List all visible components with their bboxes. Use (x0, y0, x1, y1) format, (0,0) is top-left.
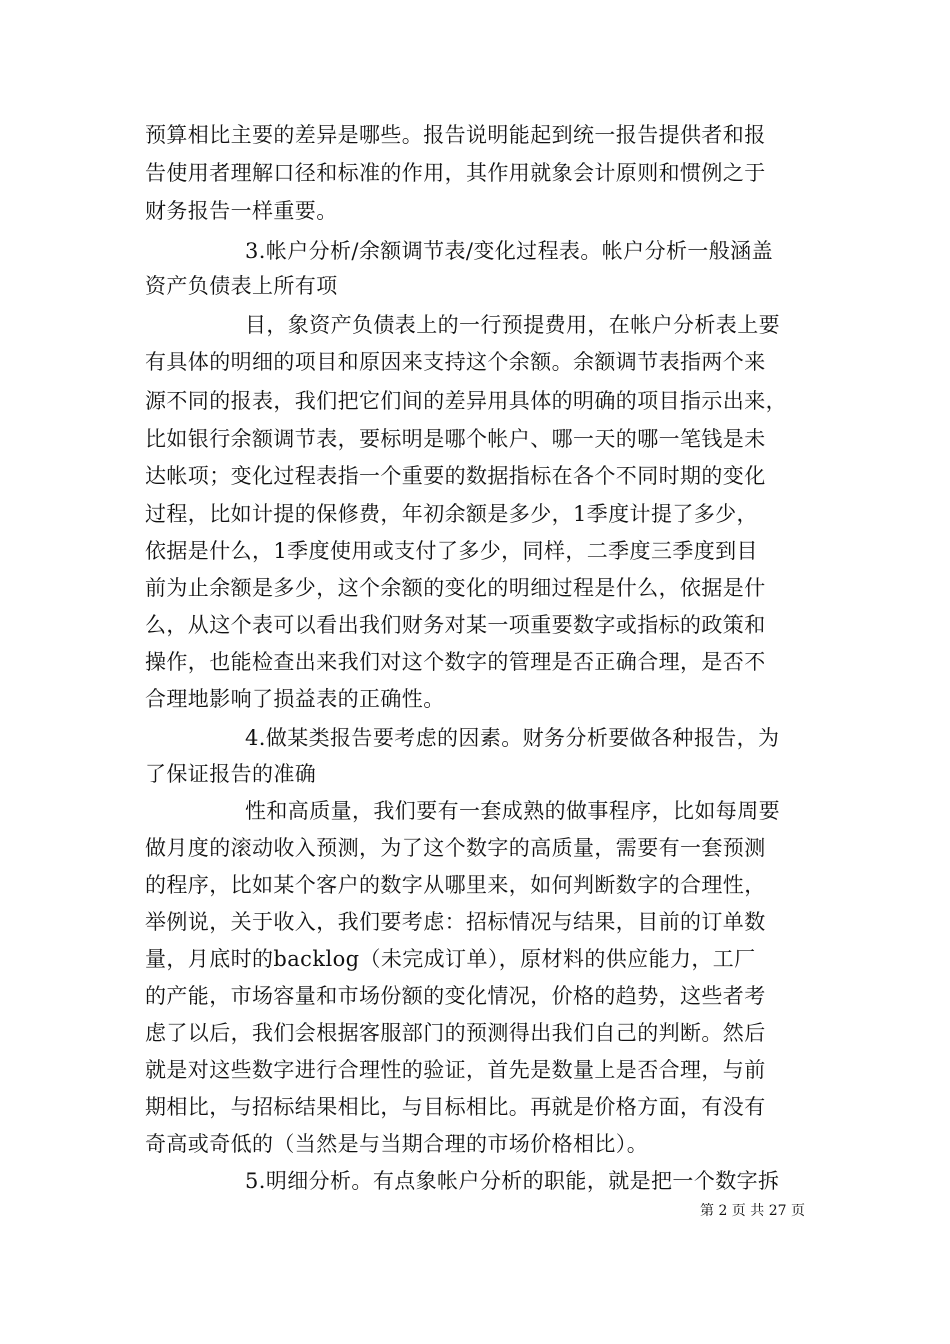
page-number-footer: 第 2 页 共 27 页 (700, 1203, 805, 1219)
text-line: 期相比，与招标结果相比，与目标相比。再就是价格方面，有没有 (145, 1095, 766, 1119)
text-line: 就是对这些数字进行合理性的验证，首先是数量上是否合理，与前 (145, 1058, 766, 1082)
text-line: 做月度的滚动收入预测，为了这个数字的高质量，需要有一套预测 (145, 836, 766, 860)
text-line: 4.做某类报告要考虑的因素。财务分析要做各种报告，为 (245, 726, 780, 750)
text-line: 财务报告一样重要。 (145, 199, 338, 223)
text-line: 了保证报告的准确 (145, 762, 317, 786)
text-line: 5.明细分析。有点象帐户分析的职能，就是把一个数字拆 (245, 1169, 780, 1193)
text-line: 合理地影响了损益表的正确性。 (145, 687, 445, 711)
text-line: 目，象资产负债表上的一行预提费用，在帐户分析表上要 (245, 313, 780, 337)
text-line: 举例说，关于收入，我们要考虑：招标情况与结果，目前的订单数 (145, 910, 766, 934)
text-line: 源不同的报表，我们把它们间的差异用具体的明确的项目指示出来， (145, 389, 787, 413)
text-line: 告使用者理解口径和标准的作用，其作用就象会计原则和惯例之于 (145, 161, 766, 185)
text-line: 资产负债表上所有项 (145, 274, 338, 298)
text-line: 前为止余额是多少，这个余额的变化的明细过程是什么，依据是什 (145, 576, 766, 600)
text-line: 虑了以后，我们会根据客服部门的预测得出我们自己的判断。然后 (145, 1021, 766, 1045)
text-line: 预算相比主要的差异是哪些。报告说明能起到统一报告提供者和报 (145, 123, 766, 147)
text-line: 依据是什么，1季度使用或支付了多少，同样，二季度三季度到目 (145, 539, 758, 563)
text-line: 性和高质量，我们要有一套成熟的做事程序，比如每周要 (245, 799, 780, 823)
text-line: 3.帐户分析/余额调节表/变化过程表。帐户分析一般涵盖 (245, 239, 773, 263)
text-line: 的产能，市场容量和市场份额的变化情况，价格的趋势，这些者考 (145, 984, 766, 1008)
text-line: 么，从这个表可以看出我们财务对某一项重要数字或指标的政策和 (145, 613, 766, 637)
text-line: 量，月底时的backlog（未完成订单），原材料的供应能力，工厂 (145, 947, 756, 971)
text-line: 达帐项；变化过程表指一个重要的数据指标在各个不同时期的变化 (145, 464, 766, 488)
text-line: 有具体的明细的项目和原因来支持这个余额。余额调节表指两个来 (145, 350, 766, 374)
text-line: 奇高或奇低的（当然是与当期合理的市场价格相比）。 (145, 1132, 649, 1156)
text-line: 的程序，比如某个客户的数字从哪里来，如何判断数字的合理性， (145, 873, 766, 897)
text-line: 操作，也能检查出来我们对这个数字的管理是否正确合理，是否不 (145, 650, 766, 674)
text-line: 过程，比如计提的保修费，年初余额是多少，1季度计提了多少， (145, 502, 758, 526)
text-line: 比如银行余额调节表，要标明是哪个帐户、哪一天的哪一笔钱是未 (145, 427, 766, 451)
